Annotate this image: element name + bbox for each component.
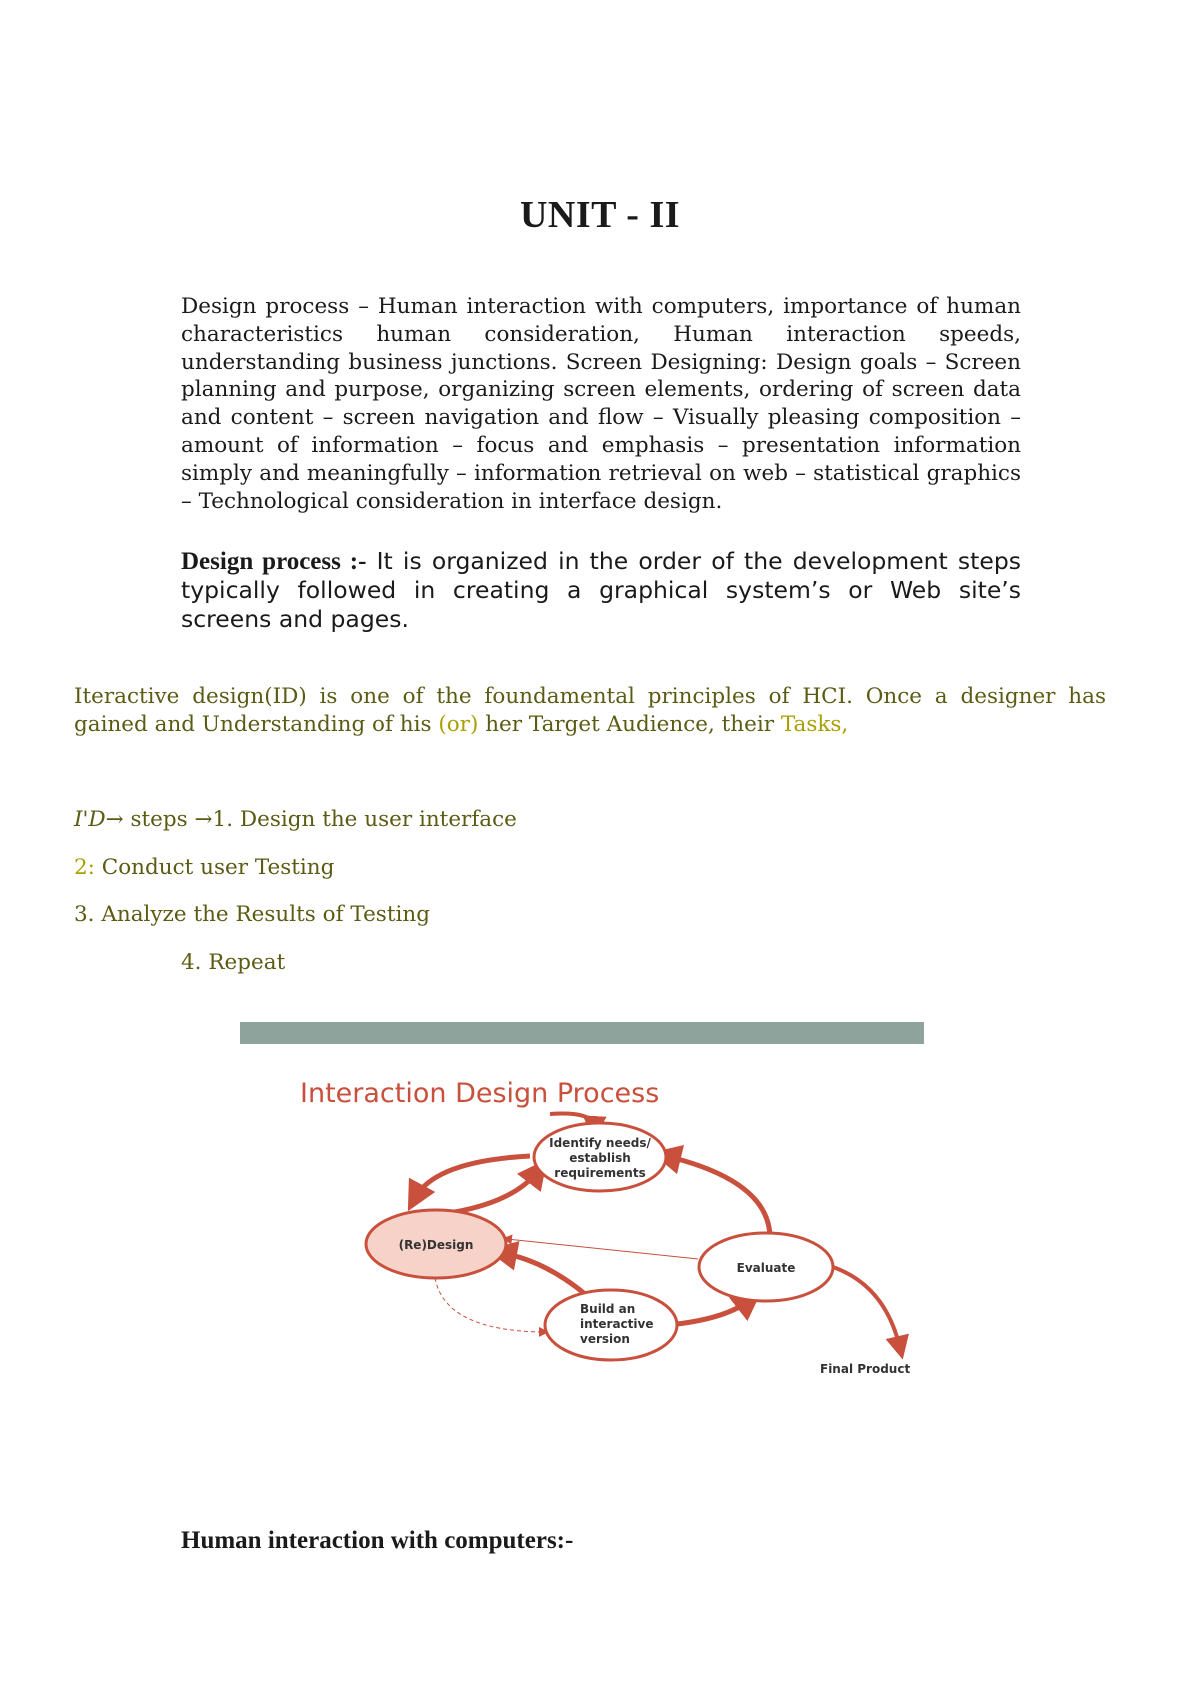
step-4: 4. Repeat (181, 950, 286, 975)
iterative-text-tasks: Tasks, (780, 711, 849, 737)
design-process-paragraph (181, 547, 1021, 634)
arrow-redesign-to-identify (455, 1171, 538, 1212)
node-redesign-label: (Re)Design (398, 1238, 474, 1252)
diagram-header-bar (240, 1022, 924, 1044)
step-1 (74, 806, 517, 834)
arrow-build-to-evaluate (677, 1300, 750, 1324)
arrow-evaluate-to-redesign-thin (507, 1239, 698, 1259)
step-1-prefix: I'D→ (74, 807, 124, 832)
design-process-body: It is organized in the order of the development steps typically followed in creating a graphical system’s or Web site’s screens and pages. (181, 547, 1021, 633)
diagram-title: Interaction Design Process (300, 1078, 660, 1109)
node-identify-line-1: Identify needs/ (549, 1136, 651, 1150)
iterative-text-or: (or) (438, 711, 479, 737)
interaction-design-process-diagram (240, 1016, 924, 1376)
iterative-text-3: her Target Audience, their (478, 711, 781, 737)
section-heading-human-interaction: Human interaction with computers:- (181, 1527, 574, 1554)
node-evaluate-label: Evaluate (736, 1261, 796, 1275)
iterative-design-paragraph (74, 683, 1106, 739)
step-2-text: Conduct user Testing (94, 855, 335, 880)
arrow-redesign-to-build-dashed (435, 1278, 544, 1332)
final-product-label: Final Product (820, 1362, 911, 1376)
unit-title: UNIT - II (519, 194, 681, 236)
step-2 (74, 854, 334, 882)
node-build-line-3: version (580, 1332, 630, 1346)
step-2-number: 2: (74, 855, 95, 880)
step-1-text: steps →1. Design the user interface (123, 807, 517, 832)
arrow-evaluate-to-final (830, 1266, 900, 1348)
node-identify-line-3: requirements (554, 1166, 646, 1180)
arrow-build-to-redesign (502, 1253, 585, 1294)
node-identify-line-2: establish (569, 1151, 631, 1165)
node-build-line-2: interactive (580, 1317, 654, 1331)
node-build-line-1: Build an (580, 1302, 636, 1316)
design-process-heading: Design process :- (181, 548, 367, 575)
iterative-text-1: Iteractive design(ID) is one of the foundamental principles of HCI. Once a designer has gained and Understanding of his (74, 684, 1106, 737)
step-3: 3. Analyze the Results of Testing (74, 902, 430, 927)
syllabus-paragraph: Design process – Human interaction with computers, importance of human characteristics human consideration, Human interaction speeds, understanding business junctions. Screen Designing: Design goals – Screen planning and purpose, organizing screen elements, ordering of screen data and content – screen navigation and flow – Visually pleasing composition – amount of information – focus and emphasis – presentation information simply and meaningfully – information retrieval on web – statistical graphics – Technological consideration in interface design. (181, 294, 1021, 514)
arrow-evaluate-to-identify (666, 1156, 770, 1238)
